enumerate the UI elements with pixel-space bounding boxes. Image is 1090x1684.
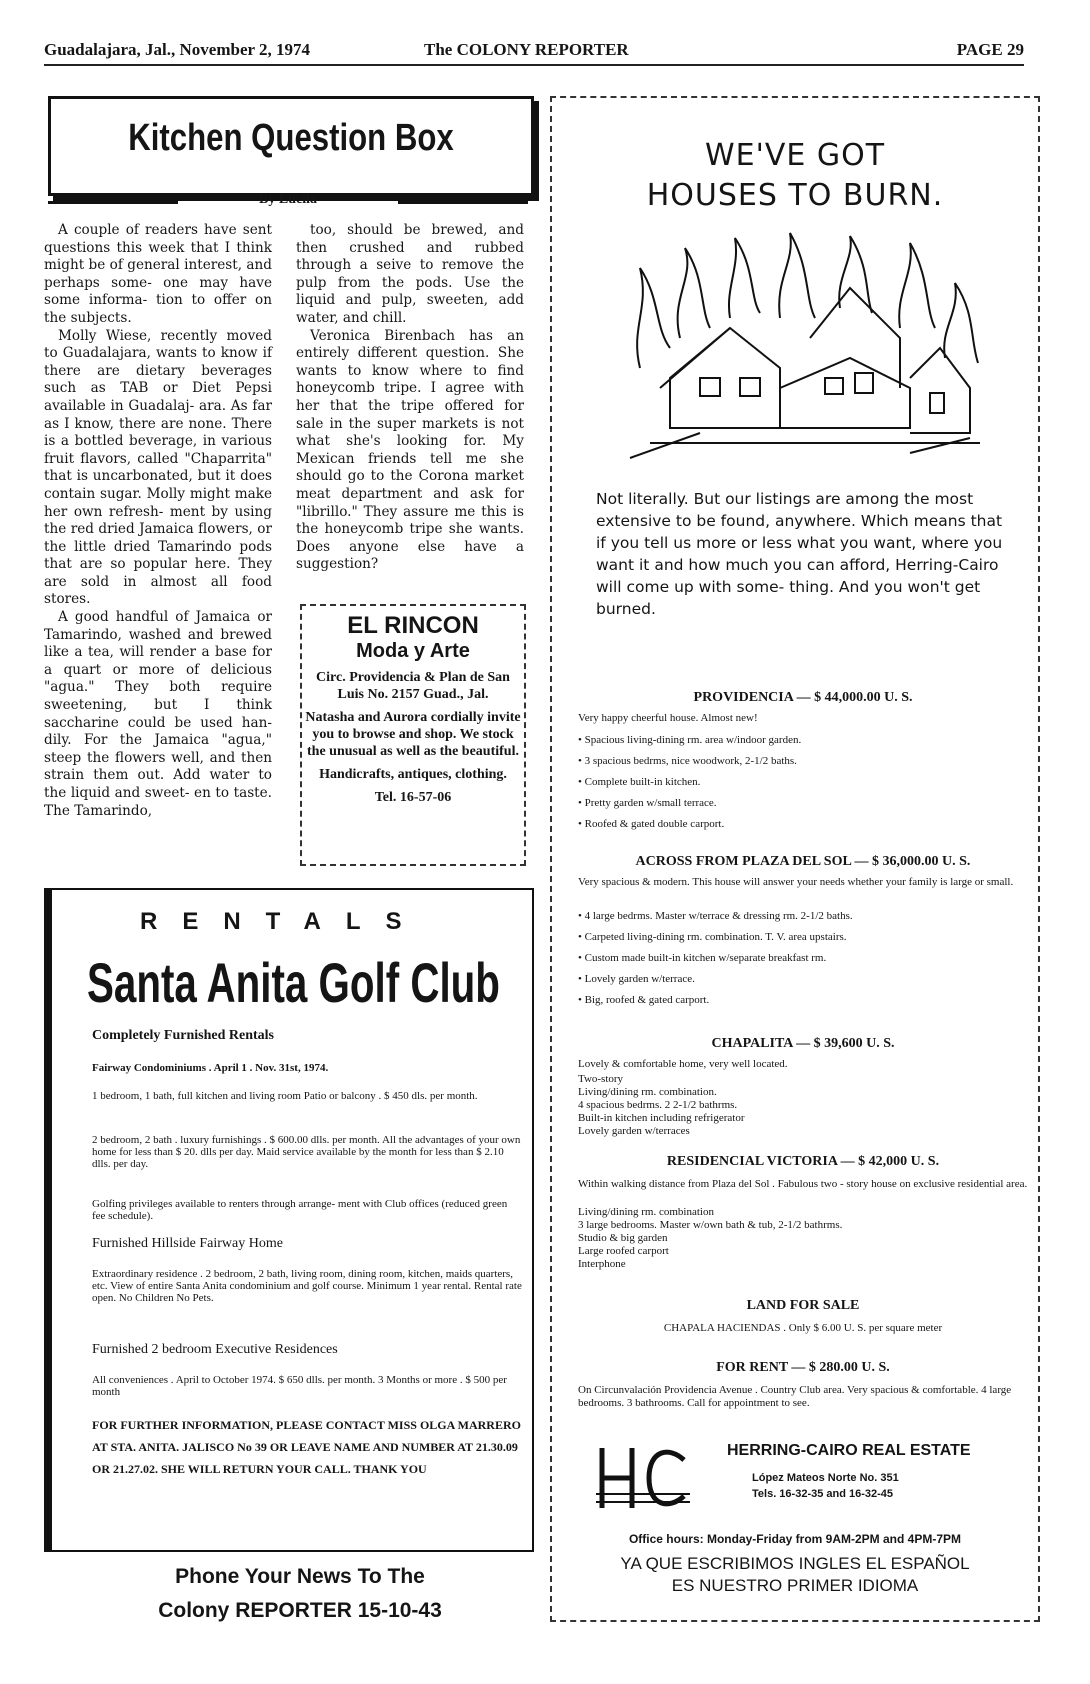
kitchen-column-right	[296, 222, 524, 574]
rincon-goods: Handicrafts, antiques, clothing.	[319, 767, 507, 782]
list-item: • Big, roofed & gated carport.	[578, 990, 1028, 1011]
article-paragraph: Veronica Birenbach has an entirely different question. She wants to know where to find honeycomb tripe. I agree with her that the tripe offered for sale in the super markets is not what she's looking for. My Mexican friends tell me she should go to the Corona market meat department and ask for "librillo." They assure me this is the honeycomb tripe she wants. Does anyone else have a suggestion?	[296, 327, 524, 573]
rincon-invite: Natasha and Aurora cordially invite you to browse and shop. We stock the unusual as well as the beautiful.	[305, 710, 521, 759]
phone-news-notice	[140, 1560, 460, 1628]
listing-intro: Very happy cheerful house. Almost new!	[578, 712, 758, 724]
rent-heading: FOR RENT — $ 280.00 U. S.	[716, 1360, 890, 1375]
rentals-label: RENTALS	[140, 908, 427, 935]
listing-title: ACROSS FROM PLAZA DEL SOL — $ 36,000.00 U. S.	[635, 854, 971, 869]
listing-intro: Very spacious & modern. This house will answer your needs whether your family is large or small.	[578, 876, 1014, 888]
listing-intro: Lovely & comfortable home, very well located.	[578, 1058, 788, 1070]
headline-line-2: HOUSES TO BURN.	[646, 178, 944, 213]
herring-cairo-logo	[594, 1438, 694, 1518]
fairway-condos: Fairway Condominiums . April 1 . Nov. 31st, 1974.	[92, 1062, 329, 1074]
herring-cairo-ad	[550, 96, 1040, 1622]
kitchen-column-left	[44, 222, 272, 820]
golf-privileges: Golfing privileges available to renters through arrange- ment with Club offices (reduced green fee schedule).	[92, 1198, 508, 1222]
company-name: HERRING-CAIRO REAL ESTATE	[727, 1442, 971, 1459]
headline-line-1: WE'VE GOT	[704, 138, 886, 173]
listing-title: CHAPALITA — $ 39,600 U. S.	[711, 1036, 895, 1051]
rentals-subtitle: Completely Furnished Rentals	[92, 1028, 274, 1043]
list-item: 4 spacious bedrms. 2 2-1/2 bathrms.	[578, 1099, 738, 1111]
list-item: • Complete built-in kitchen.	[578, 772, 1028, 793]
rincon-subtitle: Moda y Arte	[356, 640, 470, 662]
el-rincon-ad	[300, 604, 526, 866]
list-item: • 4 large bedrms. Master w/terrace & dressing rm. 2-1/2 baths.	[578, 906, 1028, 927]
list-item: Large roofed carport	[578, 1245, 669, 1257]
santa-anita-rentals-ad	[44, 888, 534, 1552]
list-item: Two-story	[578, 1073, 624, 1085]
ad-body-text: Not literally. But our listings are among the most extensive to be found, anywhere. Which means that if you tell us more or less what you want, where you want it and how much you can afford, Herring-Cairo will come up with some- thing. And you won't get burned.	[596, 490, 1003, 618]
phone-line-1: Phone Your News To The	[175, 1565, 425, 1588]
phone-line-2: Colony REPORTER 15-10-43	[158, 1599, 442, 1622]
ad-headline	[552, 136, 1038, 216]
hillside-details: Extraordinary residence . 2 bedroom, 2 bath, living room, dining room, kitchen, maids quarters, etc. View of entire Santa Anita condominium and golf course. Minimum 1 year rental. Rental rate open. No Children No Pets.	[92, 1268, 522, 1304]
list-item: 3 large bedrooms. Master w/own bath & tub, 2-1/2 bathrms.	[578, 1219, 843, 1231]
byline: By Lucila	[48, 192, 528, 208]
land-heading: LAND FOR SALE	[746, 1298, 860, 1313]
rincon-tel: Tel. 16-57-06	[374, 790, 452, 805]
list-item: • Roofed & gated double carport.	[578, 814, 1028, 835]
article-paragraph: A good handful of Jamaica or Tamarindo, washed and brewed like a tea, will render a base for a quart or more of delicious "agua." They both require sweetening, but I think saccharine could be used han- dily. For the Jamaica "agua," steep the flowers well, and then strain them out. Add water to the liquid and sweet- en to taste. The Tamarindo,	[44, 609, 272, 819]
unit-one: 1 bedroom, 1 bath, full kitchen and living room Patio or balcony . $ 450 dls. per month.	[92, 1090, 478, 1102]
hillside-heading: Furnished Hillside Fairway Home	[92, 1236, 283, 1251]
club-name: Santa Anita Golf Club	[87, 951, 500, 1014]
land-details: CHAPALA HACIENDAS . Only $ 6.00 U. S. per square meter	[663, 1322, 943, 1334]
kitchen-title-box	[48, 96, 534, 196]
kitchen-title: Kitchen Question Box	[128, 117, 454, 159]
list-item: • Custom made built-in kitchen w/separate breakfast rm.	[578, 948, 1028, 969]
list-item: Living/dining rm. combination.	[578, 1086, 717, 1098]
list-item: • Lovely garden w/terrace.	[578, 969, 1028, 990]
list-item: • Carpeted living-dining rm. combination. T. V. area upstairs.	[578, 927, 1028, 948]
company-address: López Mateos Norte No. 351	[752, 1472, 899, 1484]
page-header	[44, 40, 1024, 66]
page-number: PAGE 29	[956, 40, 1024, 59]
listing-features	[578, 1206, 1028, 1271]
company-phones: Tels. 16-32-35 and 16-32-45	[752, 1488, 894, 1500]
list-item: • Spacious living-dining rm. area w/indoor garden.	[578, 730, 1028, 751]
article-paragraph: Molly Wiese, recently moved to Guadalajara, wants to know if there are dietary beverages such as TAB or Diet Pepsi available in Guadalaj- ara. As far as I know, there are none. There is a bottled beverage, in various fruit flavors, called "Chaparrita" that is uncarbonated, but it does contain sugar. Molly might make her own refresh- ment by using the red dried Jamaica flowers, or the little dried Tamarindo pods that are so popular here. They are sold in almost all food stores.	[44, 327, 272, 608]
list-item: Studio & big garden	[578, 1232, 668, 1244]
listing-features	[578, 906, 1028, 1011]
listing-title: RESIDENCIAL VICTORIA — $ 42,000 U. S.	[666, 1154, 940, 1169]
listing-features	[578, 730, 1028, 835]
burning-houses-illustration	[610, 228, 990, 468]
contact-info: FOR FURTHER INFORMATION, PLEASE CONTACT MISS OLGA MARRERO AT STA. ANITA. JALISCO No 39 OR LEAVE NAME AND NUMBER AT 21.30.09 OR 21.27.02. SHE WILL RETURN YOUR CALL. THANK YOU	[92, 1418, 521, 1476]
listing-intro: Within walking distance from Plaza del Sol . Fabulous two - story house on exclusive residential area.	[578, 1178, 1028, 1190]
listing-features	[578, 1073, 1028, 1138]
list-item: Living/dining rm. combination	[578, 1206, 714, 1218]
list-item: • Pretty garden w/small terrace.	[578, 793, 1028, 814]
slogan-line-2: ES NUESTRO PRIMER IDIOMA	[671, 1576, 919, 1595]
article-paragraph: too, should be brewed, and then crushed and rubbed through a seive to remove the pulp from the pods. Use the liquid and pulp, sweeten, add water, and chill.	[296, 222, 524, 326]
list-item: • 3 spacious bedrms, nice woodwork, 2-1/2 baths.	[578, 751, 1028, 772]
unit-two: 2 bedroom, 2 bath . luxury furnishings . $ 600.00 dlls. per month. All the advantages of your own home for less than $ 20. dlls per day. Maid service available by the month for less than $ 2.10 dlls. per day.	[92, 1134, 521, 1170]
masthead: The COLONY REPORTER	[424, 40, 629, 59]
list-item: Built-in kitchen including refrigerator	[578, 1112, 745, 1124]
rincon-title: EL RINCON	[347, 612, 479, 639]
list-item: Interphone	[578, 1258, 626, 1270]
listing-title: PROVIDENCIA — $ 44,000.00 U. S.	[693, 690, 913, 705]
dateline: Guadalajara, Jal., November 2, 1974	[44, 40, 311, 59]
slogan-line-1: YA QUE ESCRIBIMOS INGLES EL ESPAÑOL	[620, 1554, 970, 1573]
list-item: Lovely garden w/terraces	[578, 1125, 690, 1137]
article-paragraph: A couple of readers have sent questions this week that I think might be of general interest, and perhaps some- one may have some informa- tion to offer on the subjects.	[44, 222, 272, 326]
office-hours: Office hours: Monday-Friday from 9AM-2PM and 4PM-7PM	[628, 1532, 962, 1546]
rincon-address: Circ. Providencia & Plan de San Luis No. 2157 Guad., Jal.	[316, 670, 510, 702]
executive-heading: Furnished 2 bedroom Executive Residences	[92, 1342, 338, 1357]
executive-details: All conveniences . April to October 1974. $ 650 dlls. per month. 3 Months or more . $ 500 per month	[92, 1374, 507, 1398]
rent-details: On Circunvalación Providencia Avenue . Country Club area. Very spacious & comfortable. 4 large bedrooms. 3 bathrooms. Call for appointment to see.	[578, 1384, 1012, 1409]
